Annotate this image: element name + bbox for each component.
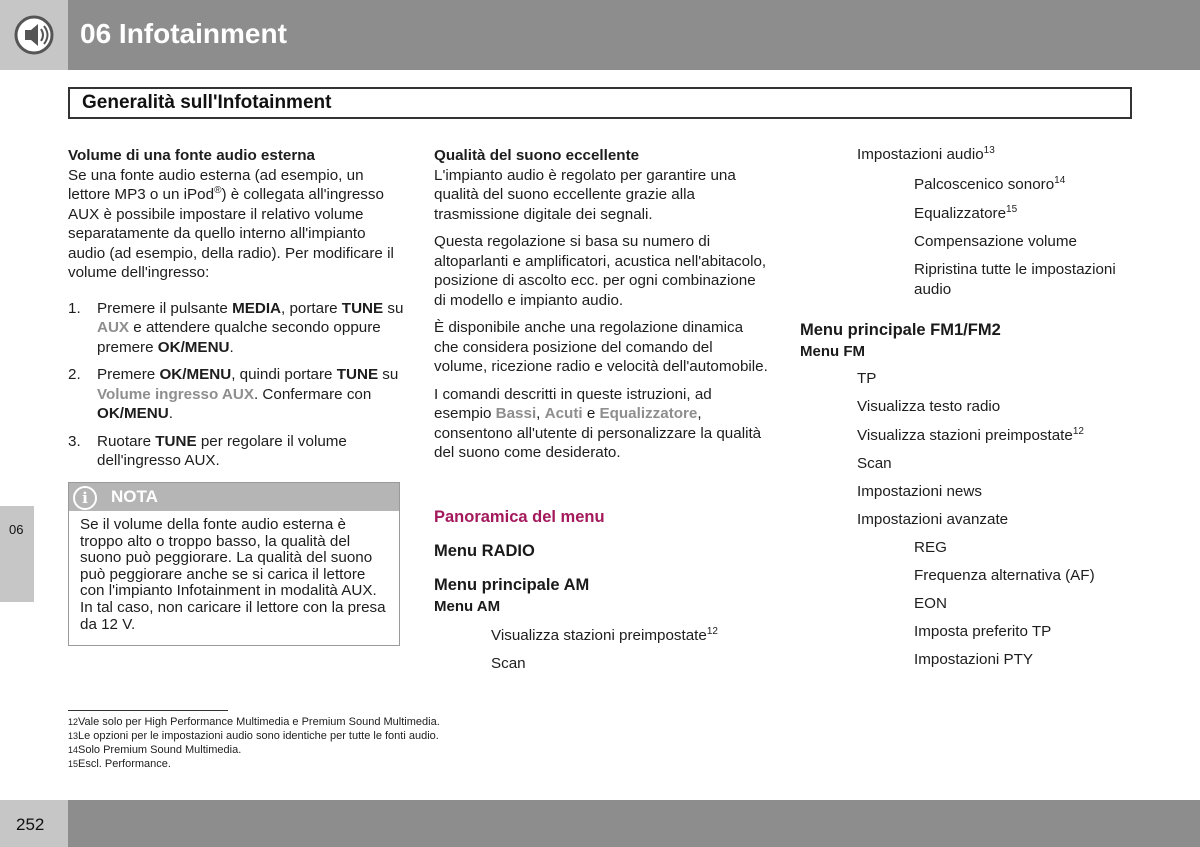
step-text: per regolare il volume dell'ingresso AUX. bbox=[97, 432, 347, 469]
chapter-title: 06 Infotainment bbox=[80, 18, 287, 49]
registered-mark: ® bbox=[214, 185, 222, 196]
menu-item-label: Impostazioni audio bbox=[857, 146, 984, 163]
note-text: Se il volume della fonte audio esterna è troppo alto o troppo basso, la qualità del suono può peggiorare. La qualità del suono può peggiorare anche se si carica il lettore con l'impianto Infotainment in modalità AUX. In tal caso, non caricare il lettore con la presa da 12 V. bbox=[80, 516, 386, 633]
footnote-ref: 12 bbox=[706, 626, 718, 637]
menu-option-bassi: Bassi bbox=[495, 405, 537, 422]
step-keyword: TUNE bbox=[336, 366, 379, 383]
footer-bar bbox=[68, 800, 1200, 847]
step-keyword: OK/MENU bbox=[159, 366, 232, 383]
column-1 bbox=[68, 146, 404, 479]
speaker-icon bbox=[0, 0, 68, 70]
menu-item bbox=[914, 260, 1116, 299]
footnote-ref: 15 bbox=[1006, 204, 1018, 215]
menu-item bbox=[857, 426, 1084, 446]
footnote-text: Solo Premium Sound Multimedia. bbox=[78, 744, 242, 756]
footnote bbox=[68, 716, 440, 728]
intro-text-b: ) è collegata all'ingresso AUX è possibile impostare il relativo volume separatamente da quello interno all'impianto audio (ad esempio, della radio). Per modificare il volume dell'ingresso: bbox=[68, 186, 394, 281]
step-keyword: OK/MENU bbox=[157, 338, 230, 356]
footnote-text: Le opzioni per le impostazioni audio sono identiche per tutte le fonti audio. bbox=[78, 730, 439, 742]
regulation-paragraph: Questa regolazione si basa su numero di altoparlanti e amplificatori, acustica nell'abitacolo, posizione di ascolto ecc. per ogni combinazione di modello e impianto audio. bbox=[434, 233, 767, 309]
column-2 bbox=[434, 146, 768, 471]
section-title-box bbox=[68, 87, 1132, 119]
menu-item-label: Scan bbox=[857, 455, 892, 472]
am-main-menu-heading: Menu principale AM bbox=[434, 576, 590, 594]
controls-text: , bbox=[536, 405, 545, 422]
external-volume-paragraph bbox=[68, 146, 404, 283]
step-item bbox=[68, 365, 404, 424]
dynamic-regulation-paragraph: È disponibile anche una regolazione dinamica che considera posizione del comando del volume, ricezione radio e velocità dell'automobile. bbox=[434, 319, 768, 375]
step-text: . Confermare con bbox=[253, 385, 372, 403]
note-label: NOTA bbox=[111, 487, 158, 506]
menu-item bbox=[491, 654, 526, 674]
menu-item-label: Impostazioni PTY bbox=[914, 651, 1034, 668]
menu-item bbox=[857, 369, 876, 389]
step-keyword: TUNE bbox=[155, 432, 197, 450]
step-menu-option: Volume ingresso AUX bbox=[97, 385, 254, 403]
sound-quality-text: L'impianto audio è regolato per garantire una qualità del suono eccellente grazie alla trasmissione digitale dei segnali. bbox=[434, 166, 736, 223]
footnote-ref: 13 bbox=[983, 145, 995, 156]
am-menu-subheading: Menu AM bbox=[434, 598, 501, 615]
menu-item bbox=[857, 397, 1000, 417]
menu-item-label: Visualizza testo radio bbox=[857, 398, 1001, 415]
menu-item-label: EON bbox=[914, 595, 947, 612]
footnote bbox=[68, 730, 439, 742]
step-text: , quindi portare bbox=[231, 366, 337, 383]
menu-item-label: Visualizza stazioni preimpostate bbox=[491, 627, 707, 644]
step-text: , portare bbox=[281, 299, 342, 317]
footnote bbox=[68, 744, 241, 756]
step-text: Ruotare bbox=[97, 432, 156, 450]
step-text: su bbox=[378, 366, 399, 383]
step-text: . bbox=[168, 405, 173, 422]
note-box bbox=[68, 482, 400, 646]
sound-quality-heading: Qualità del suono eccellente bbox=[434, 147, 640, 164]
menu-item bbox=[857, 454, 892, 474]
sound-quality-paragraph bbox=[434, 146, 768, 224]
intro-text-a: Se una fonte audio esterna (ad esempio, un lettore MP3 o un iPod bbox=[68, 166, 364, 203]
step-item bbox=[68, 299, 404, 358]
footnote-text: Escl. Performance. bbox=[78, 758, 171, 770]
footnote-ref: 14 bbox=[1054, 175, 1066, 186]
footnote-mark: 13 bbox=[68, 731, 79, 741]
footnote-divider bbox=[68, 710, 228, 711]
footnote bbox=[68, 758, 171, 770]
menu-item-label: audio bbox=[914, 280, 952, 298]
menu-item bbox=[914, 232, 1077, 252]
footnote-mark: 15 bbox=[68, 759, 79, 769]
page-number: 252 bbox=[16, 815, 45, 834]
controls-text: , consentono all'utente di personalizzare la qualità del suono come desiderato. bbox=[434, 405, 762, 461]
side-tab-label: 06 bbox=[9, 522, 24, 537]
footnote-ref: 12 bbox=[1072, 426, 1084, 437]
footnote-text: Vale solo per High Performance Multimedia e Premium Sound Multimedia. bbox=[78, 716, 440, 728]
controls-text: e bbox=[582, 405, 600, 422]
step-number: 2. bbox=[68, 366, 81, 383]
step-text: e attendere qualche secondo oppure premere bbox=[97, 319, 381, 356]
menu-item bbox=[914, 594, 947, 614]
menu-item bbox=[857, 510, 1008, 530]
menu-item-label: Impostazioni news bbox=[857, 483, 982, 500]
note-header bbox=[69, 483, 399, 511]
step-keyword: MEDIA bbox=[232, 299, 282, 317]
fm-main-menu-heading: Menu principale FM1/FM2 bbox=[800, 321, 1001, 339]
chapter-side-tab bbox=[0, 506, 34, 602]
menu-overview-title: Panoramica del menu bbox=[434, 508, 605, 526]
menu-item bbox=[491, 626, 718, 646]
menu-item-label: Equalizzatore bbox=[914, 205, 1007, 222]
step-menu-option: AUX bbox=[97, 319, 130, 336]
menu-option-acuti: Acuti bbox=[544, 405, 583, 422]
menu-item bbox=[857, 145, 995, 165]
menu-item bbox=[857, 482, 982, 502]
menu-option-equalizzatore: Equalizzatore bbox=[599, 405, 698, 422]
section-title: Generalità sull'Infotainment bbox=[82, 92, 332, 113]
menu-item-label: Ripristina tutte le impostazioni bbox=[914, 261, 1116, 278]
info-icon: i bbox=[73, 486, 97, 510]
menu-item bbox=[914, 566, 1095, 586]
step-number: 1. bbox=[68, 299, 81, 317]
menu-item-label: TP bbox=[857, 370, 877, 387]
step-text: Premere il pulsante bbox=[97, 299, 233, 317]
footnote-mark: 12 bbox=[68, 717, 79, 727]
controls-paragraph bbox=[434, 385, 768, 463]
menu-item bbox=[914, 650, 1033, 670]
menu-item bbox=[914, 175, 1065, 195]
step-number: 3. bbox=[68, 432, 81, 450]
menu-item bbox=[914, 204, 1017, 224]
controls-text: I comandi descritti in queste istruzioni, ad esempio bbox=[434, 385, 712, 422]
header-icon-box bbox=[0, 0, 68, 70]
menu-radio-heading: Menu RADIO bbox=[434, 542, 535, 560]
step-keyword: OK/MENU bbox=[97, 405, 169, 422]
menu-item-label: Imposta preferito TP bbox=[914, 623, 1052, 640]
external-volume-heading: Volume di una fonte audio esterna bbox=[68, 147, 315, 164]
step-keyword: TUNE bbox=[341, 299, 384, 317]
step-text: Premere bbox=[97, 366, 160, 383]
footnote-mark: 14 bbox=[68, 745, 79, 755]
menu-item-label: Scan bbox=[491, 655, 526, 672]
menu-item-label: Visualizza stazioni preimpostate bbox=[857, 427, 1073, 444]
menu-item-label: REG bbox=[914, 539, 947, 556]
menu-item bbox=[914, 538, 947, 558]
menu-item-label: Frequenza alternativa (AF) bbox=[914, 567, 1095, 584]
step-text: . bbox=[229, 338, 234, 356]
menu-item bbox=[914, 622, 1051, 642]
step-item bbox=[68, 432, 404, 471]
menu-item-label: Compensazione volume bbox=[914, 233, 1077, 250]
menu-item-label: Impostazioni avanzate bbox=[857, 511, 1009, 528]
fm-menu-subheading: Menu FM bbox=[800, 343, 865, 360]
menu-item-label: Palcoscenico sonoro bbox=[914, 176, 1055, 193]
step-text: su bbox=[383, 299, 404, 317]
